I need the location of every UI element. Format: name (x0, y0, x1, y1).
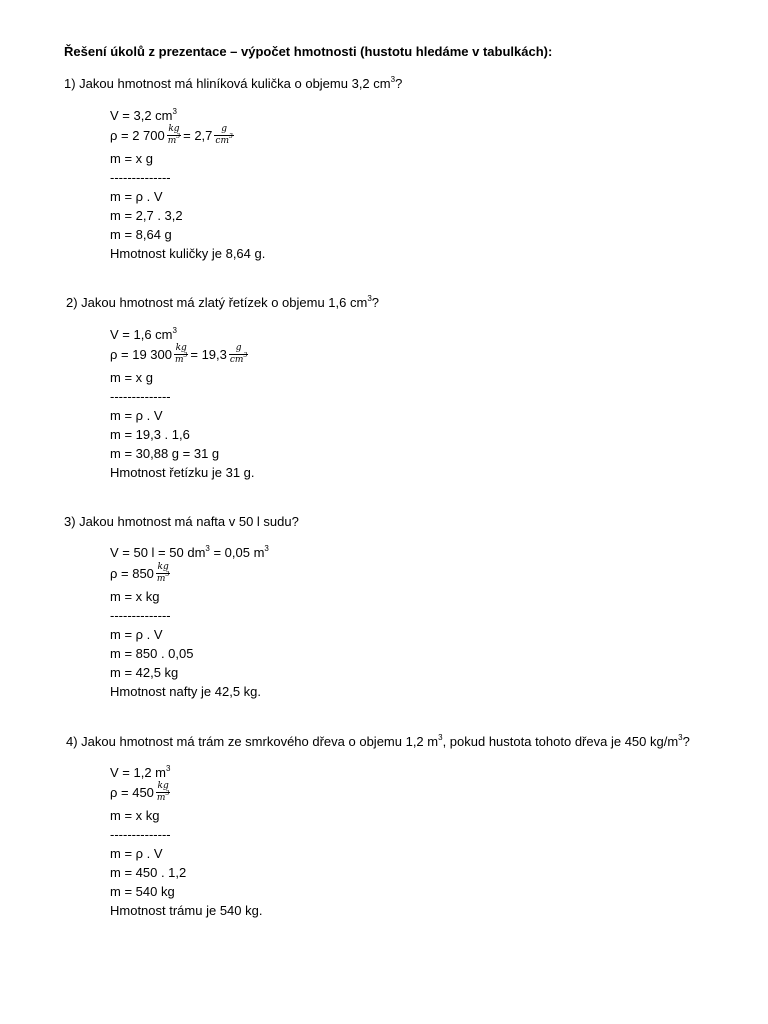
task1-mass-unknown: m = x g (110, 151, 153, 166)
unit-fraction-kg-m3: $\frac{kg}{m^3}$ (156, 781, 170, 804)
task2-density: ρ = 19 300 $\frac{kg}{m^3}$ = 19,3 $\frac{g}{cm^3}$ (110, 343, 248, 366)
task3-separator: -------------- (110, 608, 171, 623)
task1-density: ρ = 2 700 $\frac{kg}{m^3}$ = 2,7 $\frac{g}{cm^3}$ (110, 124, 233, 147)
unit-fraction-g-cm3: $\frac{g}{cm^3}$ (215, 124, 233, 147)
page-title: Řešení úkolů z prezentace – výpočet hmotnosti (hustotu hledáme v tabulkách): (64, 44, 553, 59)
task1-result: m = 8,64 g (110, 227, 172, 242)
task2-volume: V = 1,6 $cm^3$ (110, 325, 177, 342)
task2-result: m = 30,88 g = 31 g (110, 446, 220, 461)
unit-fraction-kg-m3: $\frac{kg}{m^3}$ (167, 124, 181, 147)
task1-answer: Hmotnost kuličky je 8,64 g. (110, 246, 266, 261)
task4-formula: m = ρ . V (110, 846, 163, 861)
task1-question: 1) Jakou hmotnost má hliníková kulička o objemu 3,2 $cm^3$? (64, 74, 403, 91)
task2-separator: -------------- (110, 389, 171, 404)
task3-result: m = 42,5 kg (110, 665, 179, 680)
unit-fraction-kg-m3: $\frac{kg}{m^3}$ (174, 343, 188, 366)
task4-mass-unknown: m = x kg (110, 808, 160, 823)
task1-formula: m = ρ . V (110, 189, 163, 204)
task4-result: m = 540 kg (110, 884, 175, 899)
unit-fraction-g-cm3: $\frac{g}{cm^3}$ (229, 343, 248, 366)
task3-mass-unknown: m = x kg (110, 589, 160, 604)
task2-formula: m = ρ . V (110, 408, 163, 423)
task4-separator: -------------- (110, 827, 171, 842)
task3-question: 3) Jakou hmotnost má nafta v 50 l sudu? (64, 514, 299, 529)
unit-fraction-kg-m3: $\frac{kg}{m^3}$ (156, 562, 170, 585)
task4-density: ρ = 450 $\frac{kg}{m^3}$ (110, 781, 170, 804)
task2-mass-unknown: m = x g (110, 370, 153, 385)
task3-density: ρ = 850 $\frac{kg}{m^3}$ (110, 562, 170, 585)
task4-answer: Hmotnost trámu je 540 kg. (110, 903, 263, 918)
task4-volume: V = 1,2 $m^3$ (110, 763, 171, 780)
task1-volume: V = 3,2 $cm^3$ (110, 106, 177, 123)
task4-substitution: m = 450 . 1,2 (110, 865, 187, 880)
task3-formula: m = ρ . V (110, 627, 163, 642)
task2-answer: Hmotnost řetízku je 31 g. (110, 465, 255, 480)
task3-answer: Hmotnost nafty je 42,5 kg. (110, 684, 262, 699)
task1-substitution: m = 2,7 . 3,2 (110, 208, 183, 223)
task1-separator: -------------- (110, 170, 171, 185)
task2-substitution: m = 19,3 . 1,6 (110, 427, 190, 442)
task3-substitution: m = 850 . 0,05 (110, 646, 194, 661)
task3-volume: V = 50 l = 50 $dm^3 = 0,05$ $m^3$ (110, 543, 269, 560)
task2-question: 2) Jakou hmotnost má zlatý řetízek o objemu 1,6 $cm^3$? (66, 293, 379, 310)
task4-question: 4) Jakou hmotnost má trám ze smrkového dřeva o objemu 1,2 $m^3$, pokud hustota tohoto dřeva je 450 $kg/m^3$? (66, 732, 690, 749)
